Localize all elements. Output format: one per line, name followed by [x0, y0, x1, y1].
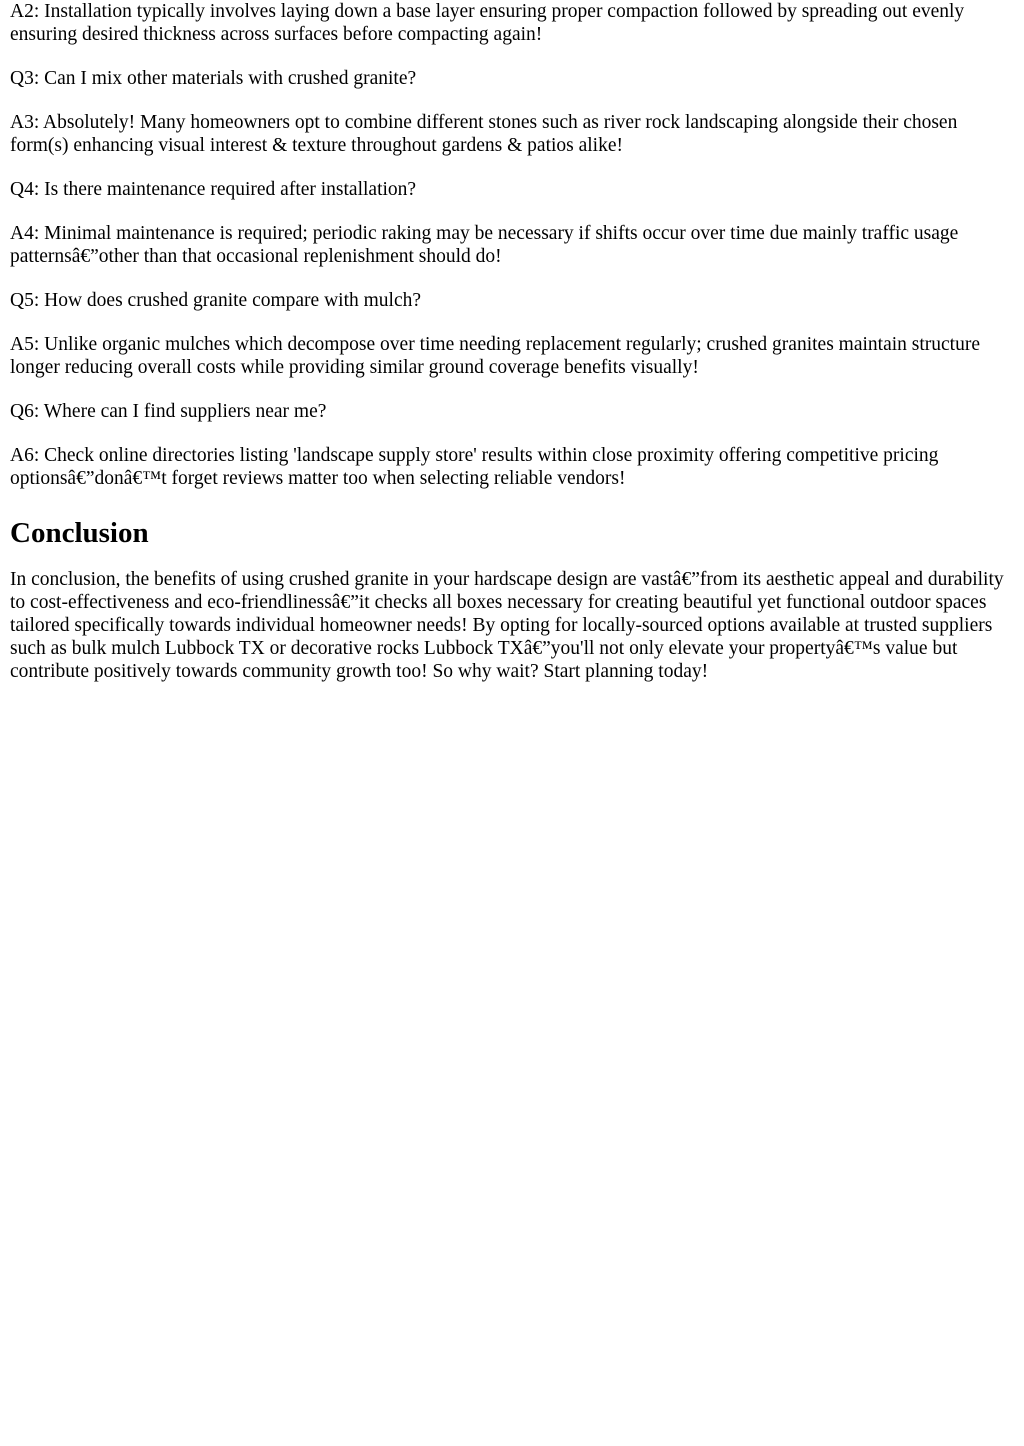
conclusion-heading: Conclusion: [10, 517, 149, 549]
faq-question-5: Q5: How does crushed granite compare with mulch?: [10, 290, 422, 311]
faq-answer-6: A6: Check online directories listing 'landscape supply store' results within close proximity offering competitive pricing optionsâ€”donâ€™t forget reviews matter too when selecting reliable vendors!: [10, 445, 939, 489]
faq-question-4: Q4: Is there maintenance required after installation?: [10, 179, 417, 200]
faq-answer-2: A2: Installation typically involves laying down a base layer ensuring proper compaction followed by spreading out evenly ensuring desired thickness across surfaces before compacting again!: [10, 1, 965, 45]
faq-answer-4: A4: Minimal maintenance is required; periodic raking may be necessary if shifts occur over time due mainly traffic usage patternsâ€”other than that occasional replenishment should do!: [10, 223, 959, 267]
faq-question-3: Q3: Can I mix other materials with crushed granite?: [10, 68, 417, 89]
article-content: [0, 0, 1024, 683]
conclusion-paragraph: In conclusion, the benefits of using crushed granite in your hardscape design are vastâ€”from its aesthetic appeal and durability to cost-effectiveness and eco-friendlinessâ€”it checks all boxes necessary for creating beautiful yet functional outdoor spaces tailored specifically towards individual homeowner needs! By opting for locally-sourced options available at trusted suppliers such as bulk mulch Lubbock TX or decorative rocks Lubbock TXâ€”you'll not only elevate your propertyâ€™s value but contribute positively towards community growth too! So why wait? Start planning today!: [10, 569, 1004, 682]
faq-answer-3: A3: Absolutely! Many homeowners opt to combine different stones such as river rock landscaping alongside their chosen form(s) enhancing visual interest & texture throughout gardens & patios alike!: [10, 112, 958, 156]
faq-answer-5: A5: Unlike organic mulches which decompose over time needing replacement regularly; crushed granites maintain structure longer reducing overall costs while providing similar ground coverage benefits visually!: [10, 334, 980, 378]
faq-question-6: Q6: Where can I find suppliers near me?: [10, 401, 327, 422]
